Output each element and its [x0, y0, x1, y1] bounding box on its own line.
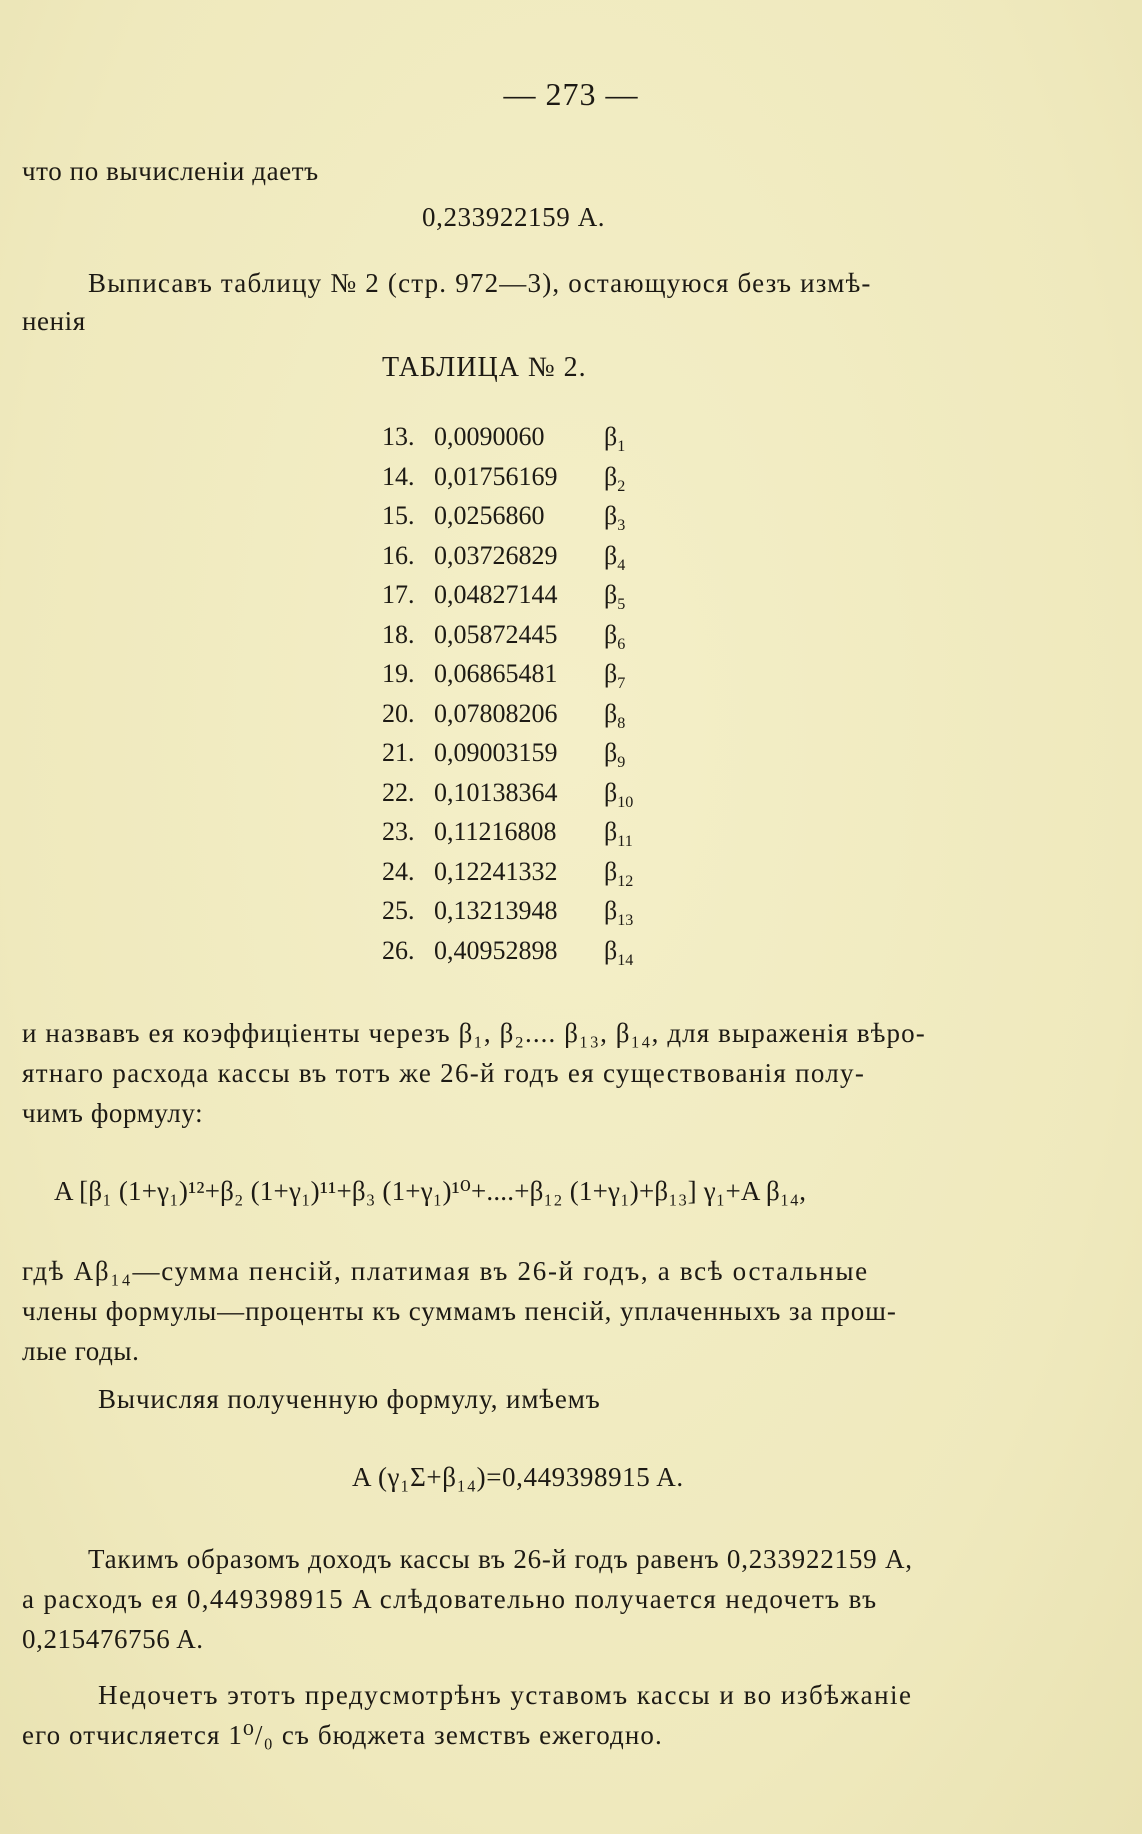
paragraph-5-line-1: Такимъ образомъ доходъ кассы въ 26-й годъ равенъ 0,233922159 A, — [88, 1544, 913, 1574]
beta-symbol: β — [604, 856, 618, 886]
row-value: 0,10138364 — [434, 777, 558, 807]
beta-symbol: β — [604, 501, 618, 530]
paragraph-3-line-3: лые годы. — [22, 1336, 140, 1366]
row-value: 0,01756169 — [434, 461, 558, 491]
row-number: 17. — [382, 580, 415, 609]
table-row — [382, 422, 625, 456]
row-coefficient — [604, 620, 625, 654]
beta-symbol: β — [604, 422, 618, 451]
table-row — [382, 778, 633, 812]
row-coefficient — [604, 501, 625, 535]
beta-index: 4 — [617, 556, 626, 574]
beta-symbol: β — [604, 659, 618, 688]
beta-index: 10 — [617, 793, 634, 811]
row-value: 0,12241332 — [434, 856, 558, 886]
row-number: 14. — [382, 461, 415, 491]
row-value: 0,06865481 — [434, 659, 558, 688]
row-value: 0,04827144 — [434, 580, 558, 609]
beta-symbol: β — [604, 461, 618, 491]
table-row — [382, 857, 633, 891]
table-row — [382, 699, 625, 733]
table-row — [382, 936, 633, 970]
beta-index: 8 — [617, 714, 626, 732]
row-number: 22. — [382, 777, 415, 807]
row-coefficient — [604, 699, 625, 733]
row-coefficient — [604, 541, 625, 575]
row-number: 18. — [382, 619, 415, 649]
row-number: 13. — [382, 422, 415, 451]
beta-index: 14 — [617, 951, 634, 969]
page-number: — 273 — — [503, 76, 639, 112]
row-value: 0,13213948 — [434, 896, 558, 925]
row-value: 0,40952898 — [434, 935, 558, 965]
table-row — [382, 462, 625, 496]
paragraph-5-line-2: а расходъ ея 0,449398915 A слѣдовательно получается недочетъ въ — [22, 1584, 878, 1614]
beta-index: 5 — [617, 596, 626, 614]
row-number: 15. — [382, 501, 415, 530]
row-number: 24. — [382, 856, 415, 886]
paragraph-3-line-2: члены формулы—проценты къ суммамъ пенсій, уплаченныхъ за прош- — [22, 1296, 897, 1326]
table-row — [382, 620, 625, 654]
row-number: 16. — [382, 540, 415, 570]
beta-index: 2 — [617, 477, 626, 495]
beta-symbol: β — [604, 698, 618, 728]
row-number: 25. — [382, 896, 415, 925]
row-value: 0,11216808 — [434, 817, 557, 846]
table-row — [382, 659, 625, 693]
paragraph-6-line-1: Недочетъ этотъ предусмотрѣнъ уставомъ кассы и во избѣжаніе — [98, 1680, 913, 1710]
table-row — [382, 896, 633, 930]
paragraph-2-line-2: ятнаго расхода кассы въ тотъ же 26-й годъ ея существованія полу- — [22, 1058, 866, 1088]
result-expense: A (γ₁Σ+β₁₄)=0,449398915 A. — [352, 1462, 684, 1492]
beta-symbol: β — [604, 935, 618, 965]
beta-index: 7 — [617, 675, 626, 693]
table-row — [382, 738, 625, 772]
row-number: 20. — [382, 698, 415, 728]
beta-index: 13 — [617, 912, 634, 930]
row-coefficient — [604, 896, 633, 930]
table-row — [382, 501, 625, 535]
row-number: 23. — [382, 817, 415, 846]
row-number: 26. — [382, 935, 415, 965]
beta-symbol: β — [604, 619, 618, 649]
beta-index: 3 — [617, 517, 626, 535]
beta-index: 12 — [617, 872, 634, 890]
paragraph-2-line-3: чимъ формулу: — [22, 1098, 204, 1128]
paragraph-3-line-1: гдѣ Aβ₁₄—сумма пенсій, платимая въ 26-й годъ, а всѣ остальные — [22, 1256, 869, 1286]
beta-symbol: β — [604, 817, 618, 846]
row-number: 21. — [382, 738, 415, 767]
row-value: 0,0256860 — [434, 501, 545, 530]
beta-symbol: β — [604, 777, 618, 807]
row-coefficient — [604, 778, 633, 812]
row-number: 19. — [382, 659, 415, 688]
table-row — [382, 541, 625, 575]
row-value: 0,03726829 — [434, 540, 558, 570]
expense-formula: A [β₁ (1+γ₁)¹²+β₂ (1+γ₁)¹¹+β₃ (1+γ₁)¹⁰+....+β₁₂ (1+γ₁)+β₁₃] γ₁+A β₁₄, — [54, 1176, 807, 1206]
row-value: 0,0090060 — [434, 422, 545, 451]
beta-symbol: β — [604, 896, 618, 925]
row-value: 0,05872445 — [434, 619, 558, 649]
row-value: 0,09003159 — [434, 738, 558, 767]
row-coefficient — [604, 738, 625, 772]
paragraph-5-line-3: 0,215476756 A. — [22, 1624, 204, 1654]
beta-index: 9 — [617, 754, 626, 772]
result-income: 0,233922159 А. — [422, 202, 606, 232]
row-coefficient — [604, 857, 633, 891]
beta-symbol: β — [604, 540, 618, 570]
row-coefficient — [604, 659, 625, 693]
paragraph-6-line-2: его отчисляется 1⁰/₀ съ бюджета земствъ ежегодно. — [22, 1720, 663, 1750]
table-title: ТАБЛИЦА № 2. — [382, 352, 587, 383]
paragraph-1-line-1: Выписавъ таблицу № 2 (стр. 972—3), остающуюся безъ измѣ- — [88, 268, 872, 298]
row-value: 0,07808206 — [434, 698, 558, 728]
paragraph-1-line-2: ненія — [22, 306, 86, 336]
beta-index: 1 — [617, 438, 626, 456]
paragraph-2-line-1: и назвавъ ея коэффиціенты черезъ β₁, β₂.... β₁₃, β₁₄, для выраженія вѣро- — [22, 1018, 926, 1048]
intro-text: что по вычисленіи даетъ — [22, 156, 319, 186]
beta-symbol: β — [604, 738, 618, 767]
row-coefficient — [604, 422, 625, 456]
beta-symbol: β — [604, 580, 618, 609]
beta-index: 11 — [617, 833, 633, 851]
table-row — [382, 817, 633, 851]
row-coefficient — [604, 462, 625, 496]
table-row — [382, 580, 625, 614]
paragraph-4: Вычисляя полученную формулу, имѣемъ — [98, 1384, 601, 1414]
row-coefficient — [604, 936, 633, 970]
row-coefficient — [604, 817, 633, 851]
beta-index: 6 — [617, 635, 626, 653]
row-coefficient — [604, 580, 625, 614]
